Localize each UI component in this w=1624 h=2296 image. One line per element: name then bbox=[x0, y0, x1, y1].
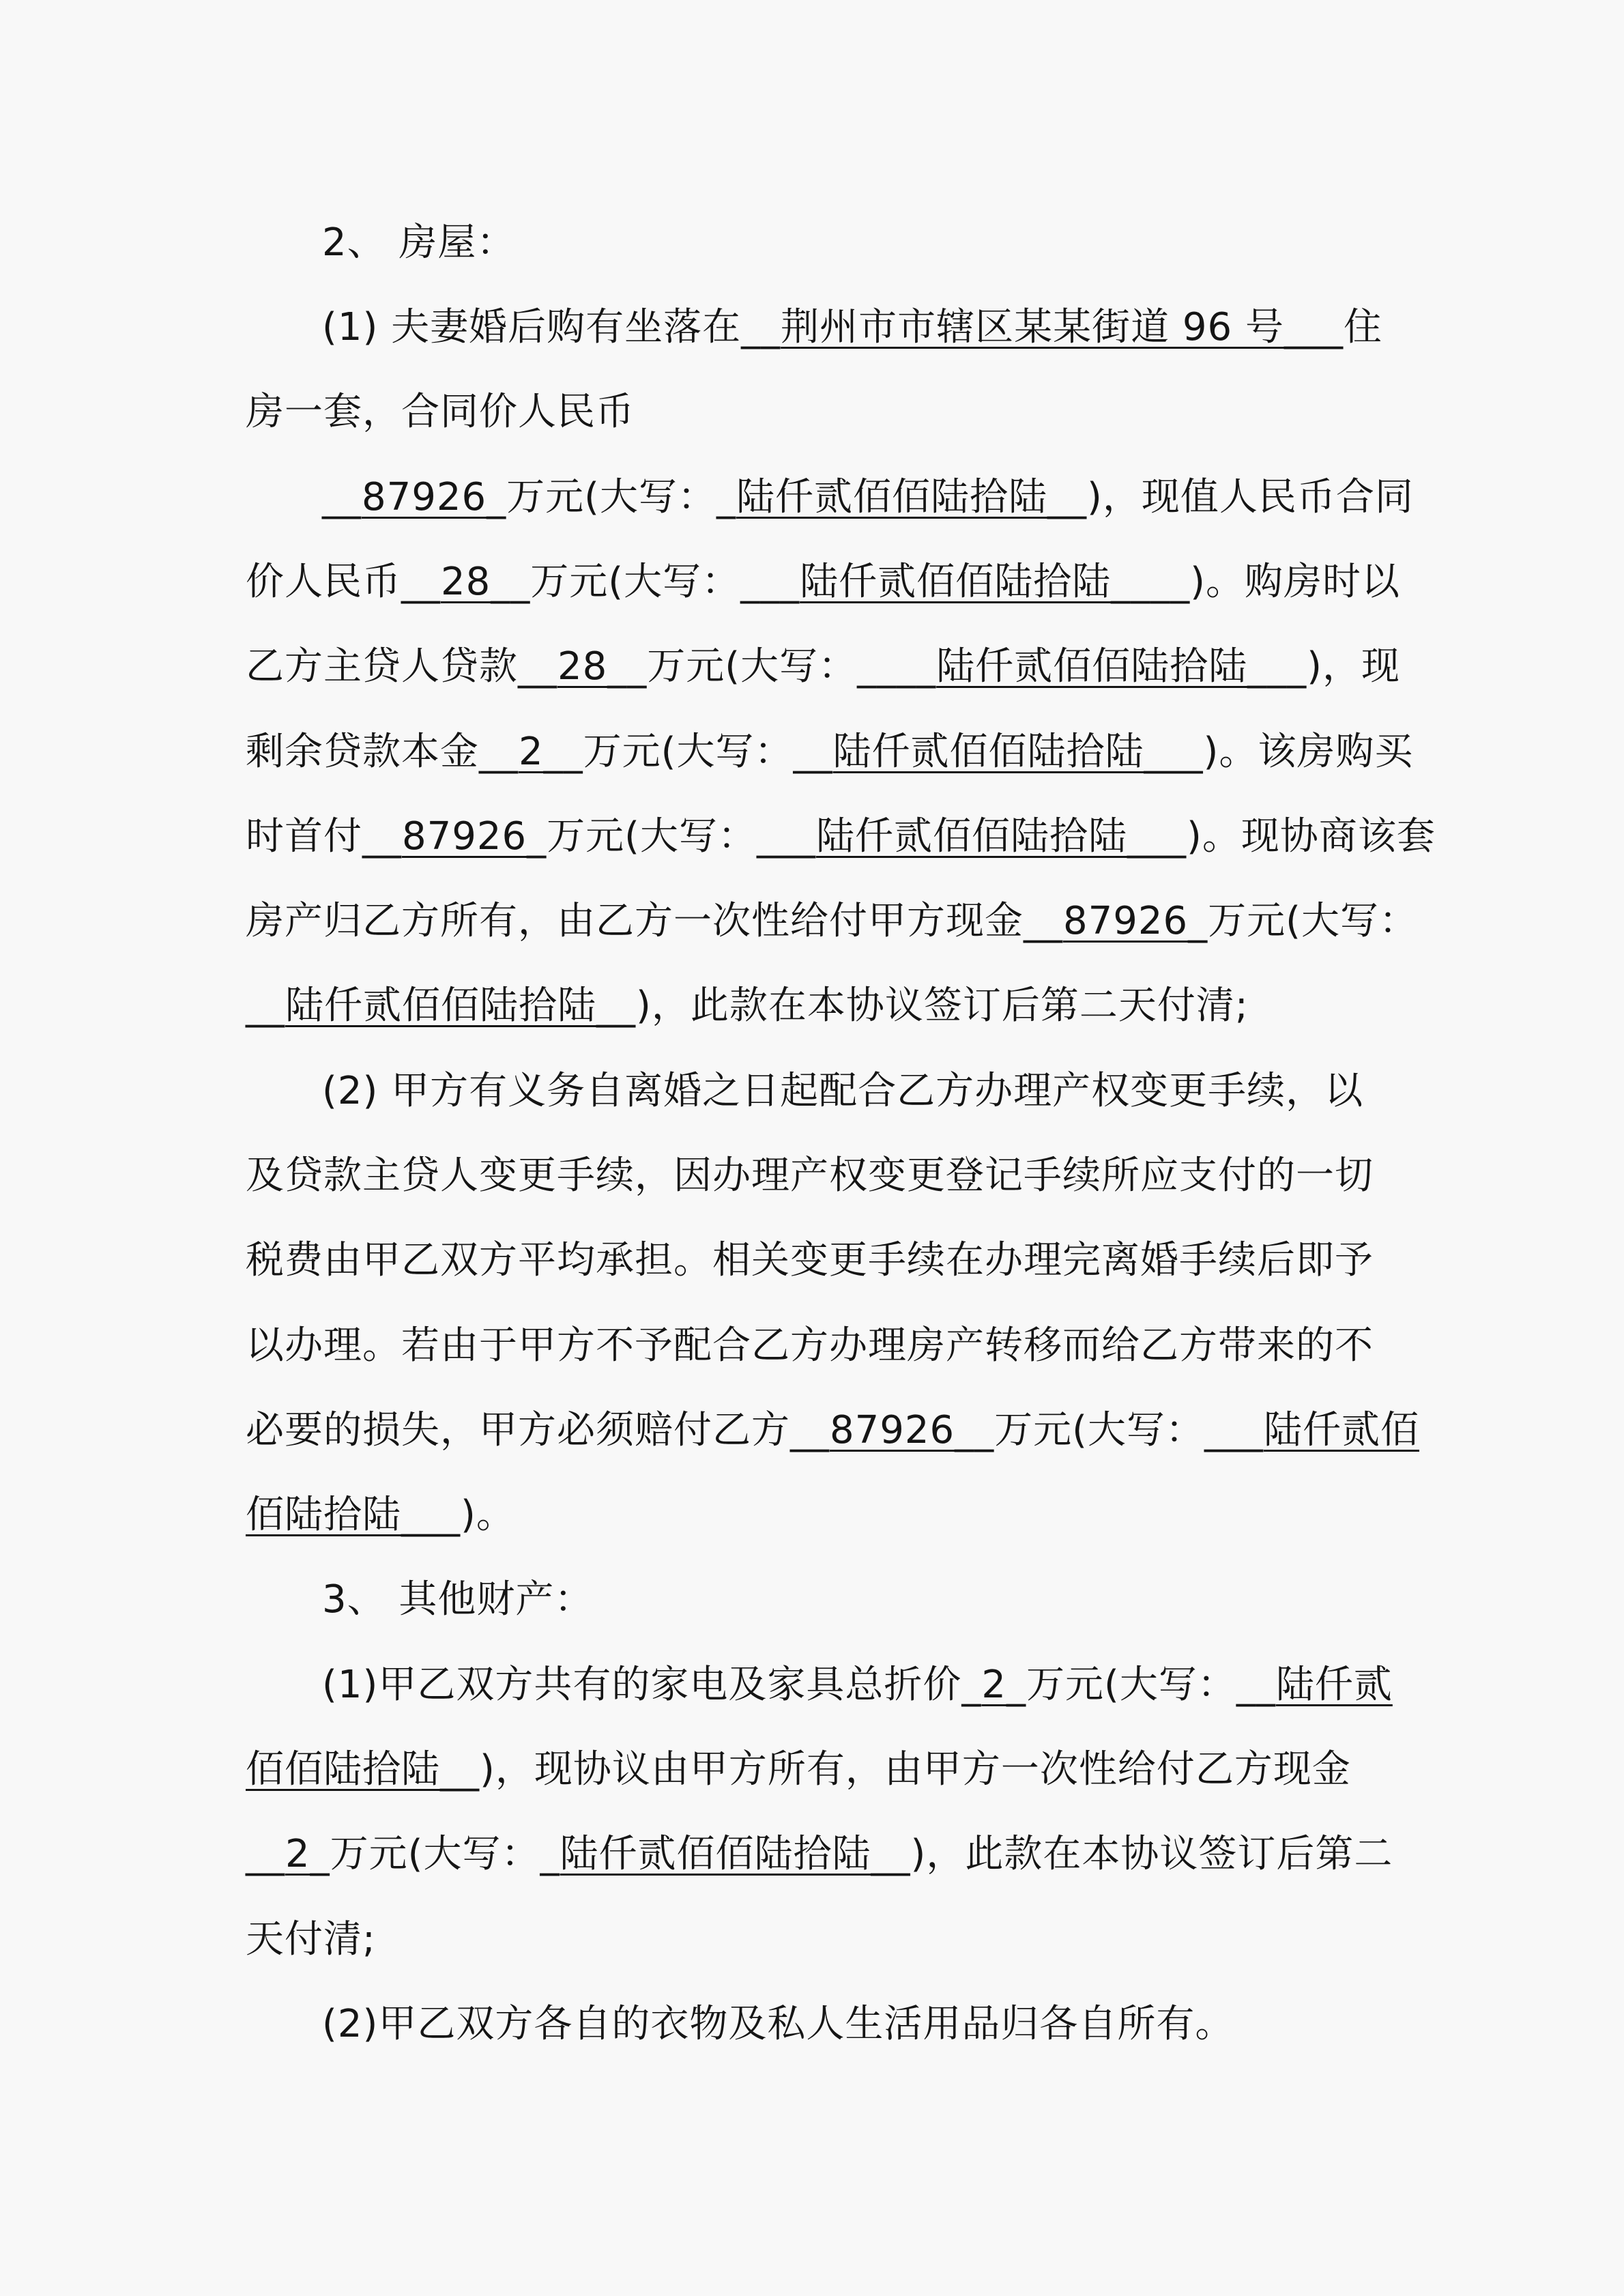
amount-field: 2 bbox=[519, 730, 544, 774]
paragraph-line: __87926_万元(大写：_陆仟贰佰佰陆拾陆__)，现值人民币合同 bbox=[322, 475, 1414, 519]
paragraph-line: 税费由甲乙双方平均承担。相关变更手续在办理完离婚手续后即予 bbox=[246, 1238, 1374, 1282]
paragraph-line: __陆仟贰佰佰陆拾陆__)，此款在本协议签订后第二天付清; bbox=[246, 984, 1249, 1028]
amount-field: 2 bbox=[981, 1663, 1006, 1707]
paragraph-line: 以办理。若由于甲方不予配合乙方办理房产转移而给乙方带来的不 bbox=[246, 1323, 1374, 1368]
paragraph-line: 房一套，合同价人民币 bbox=[246, 390, 635, 434]
amount-words-field: 陆仟贰 bbox=[1275, 1663, 1393, 1707]
paragraph-line: (2) 甲方有义务自离婚之日起配合乙方办理产权变更手续，以 bbox=[322, 1069, 1364, 1113]
paragraph-line: __2_万元(大写：_陆仟贰佰佰陆拾陆__)，此款在本协议签订后第二 bbox=[246, 1832, 1393, 1876]
amount-words-field: 陆仟贰佰佰陆拾陆 bbox=[816, 814, 1128, 859]
amount-field: 87926 bbox=[402, 814, 527, 859]
paragraph-line: 天付清; bbox=[246, 1917, 376, 1962]
amount-words-field: 佰陆拾陆 bbox=[246, 1493, 401, 1537]
amount-words-field: 佰佰陆拾陆 bbox=[246, 1747, 440, 1792]
amount-words-field: 陆仟贰佰佰陆拾陆 bbox=[736, 475, 1048, 519]
amount-words-field: 陆仟贰佰佰陆拾陆 bbox=[285, 984, 596, 1028]
amount-field: 2 bbox=[285, 1832, 310, 1876]
amount-words-field: 陆仟贰佰 bbox=[1264, 1408, 1420, 1452]
paragraph-line: 时首付__87926_万元(大写：___陆仟贰佰佰陆拾陆___)。现协商该套 bbox=[246, 814, 1436, 859]
section-heading-other-property: 3、 其他财产： bbox=[322, 1577, 594, 1622]
house-address-field: 荆州市市辖区某某街道 96 号 bbox=[781, 305, 1284, 349]
paragraph-line: (1)甲乙双方共有的家电及家具总折价_2_万元(大写：__陆仟贰 bbox=[322, 1663, 1393, 1707]
amount-words-field: 陆仟贰佰佰陆拾陆 bbox=[800, 560, 1112, 604]
paragraph-line: 乙方主贷人贷款__28__万元(大写：____陆仟贰佰佰陆拾陆___)，现 bbox=[246, 644, 1400, 689]
amount-field: 87926 bbox=[830, 1408, 955, 1452]
paragraph-line: 佰陆拾陆___)。 bbox=[246, 1493, 515, 1537]
paragraph-line: 价人民币__28__万元(大写：___陆仟贰佰佰陆拾陆____)。购房时以 bbox=[246, 560, 1400, 604]
paragraph-line: (1) 夫妻婚后购有坐落在__荆州市市辖区某某街道 96 号___住 bbox=[322, 305, 1382, 349]
amount-words-field: 陆仟贰佰佰陆拾陆 bbox=[560, 1832, 871, 1876]
amount-words-field: 陆仟贰佰佰陆拾陆 bbox=[832, 730, 1144, 774]
amount-field: 28 bbox=[557, 644, 608, 689]
amount-field: 87926 bbox=[362, 475, 487, 519]
paragraph-line: (2)甲乙双方各自的衣物及私人生活用品归各自所有。 bbox=[322, 2002, 1234, 2046]
paragraph-line: 佰佰陆拾陆__)，现协议由甲方所有，由甲方一次性给付乙方现金 bbox=[246, 1747, 1351, 1792]
amount-words-field: 陆仟贰佰佰陆拾陆 bbox=[936, 644, 1248, 689]
amount-field: 28 bbox=[441, 560, 491, 604]
paragraph-line: 及贷款主贷人变更手续，因办理产权变更登记手续所应支付的一切 bbox=[246, 1153, 1374, 1198]
amount-field: 87926 bbox=[1063, 899, 1189, 943]
paragraph-line: 房产归乙方所有，由乙方一次性给付甲方现金__87926_万元(大写： bbox=[246, 899, 1419, 943]
paragraph-line: 剩余贷款本金__2__万元(大写：__陆仟贰佰佰陆拾陆___)。该房购买 bbox=[246, 730, 1414, 774]
section-heading-house: 2、 房屋： bbox=[322, 220, 516, 265]
paragraph-line: 必要的损失，甲方必须赔付乙方__87926__万元(大写：___陆仟贰佰 bbox=[246, 1408, 1420, 1452]
